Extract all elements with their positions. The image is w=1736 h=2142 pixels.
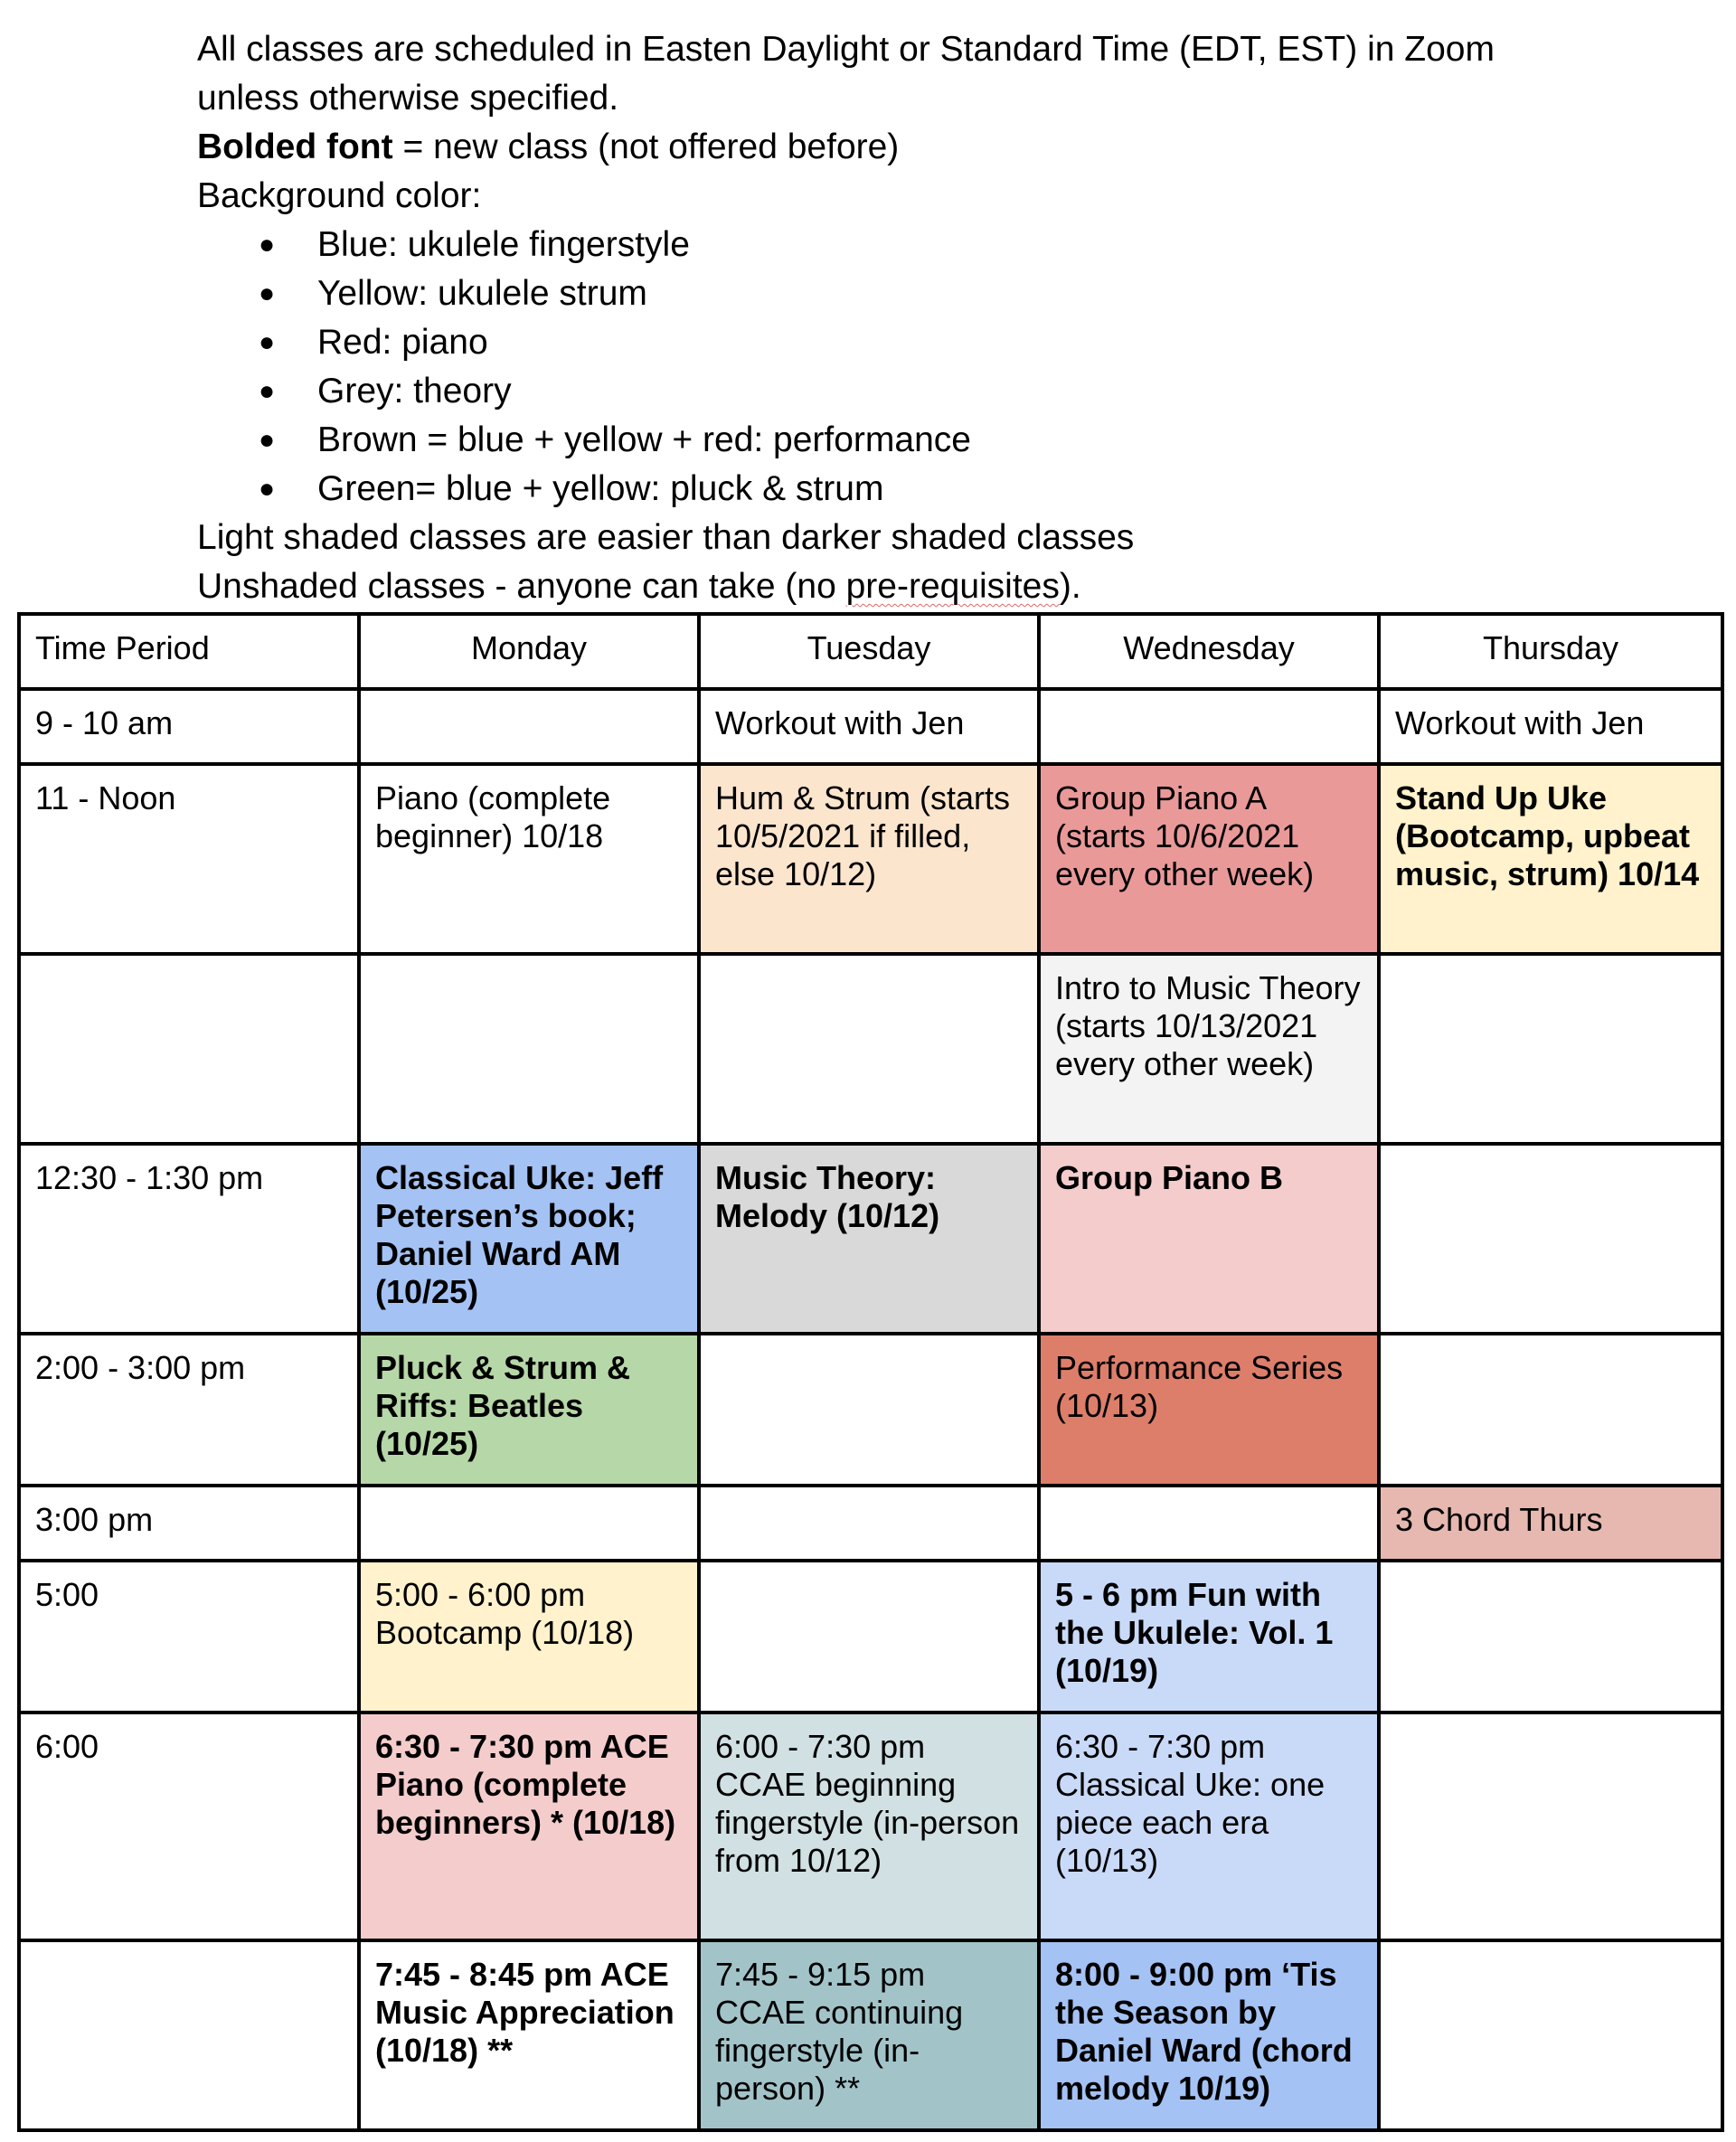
schedule-body (19, 614, 1722, 2130)
class-cell: Intro to Music Theory (starts 10/13/2021 every other week) (1039, 954, 1379, 1144)
table-row (19, 1144, 1722, 1334)
class-cell: 3 Chord Thurs (1379, 1486, 1722, 1561)
unshaded-note (197, 562, 1644, 611)
table-row (19, 1486, 1722, 1561)
legend-item-blue: ● Blue: ukulele fingerstyle (197, 221, 1644, 269)
class-cell: Pluck & Strum & Riffs: Beatles (10/25) (359, 1334, 699, 1486)
class-cell: Workout with Jen (699, 689, 1039, 764)
bold-font-note (197, 123, 1644, 172)
time-period-cell: 12:30 - 1:30 pm (19, 1144, 359, 1334)
time-period-cell: 6:00 (19, 1713, 359, 1940)
intro-line-1: All classes are scheduled in Easten Daylight or Standard Time (EDT, EST) in Zoom (197, 30, 1495, 69)
table-row (19, 954, 1722, 1144)
time-period-cell: 5:00 (19, 1561, 359, 1713)
class-cell: Group Piano A (starts 10/6/2021 every other week) (1039, 764, 1379, 954)
header-thursday: Thursday (1379, 614, 1722, 689)
time-period-cell: 11 - Noon (19, 764, 359, 954)
class-cell: 5 - 6 pm Fun with the Ukulele: Vol. 1 (10/19) (1039, 1561, 1379, 1713)
class-cell: Group Piano B (1039, 1144, 1379, 1334)
legend-item-red: ● Red: piano (197, 318, 1644, 367)
class-cell: Workout with Jen (1379, 689, 1722, 764)
time-period-cell (19, 954, 359, 1144)
legend-item-brown: ● Brown = blue + yellow + red: performance (197, 416, 1644, 465)
bold-font-label: Bolded font (197, 127, 393, 166)
color-legend (197, 221, 1644, 514)
class-cell (1039, 689, 1379, 764)
table-row (19, 1713, 1722, 1940)
class-cell (1379, 1561, 1722, 1713)
header-monday: Monday (359, 614, 699, 689)
time-period-cell: 9 - 10 am (19, 689, 359, 764)
class-cell: 6:30 - 7:30 pm ACE Piano (complete beginners) * (10/18) (359, 1713, 699, 1940)
class-cell (699, 1334, 1039, 1486)
time-period-cell: 3:00 pm (19, 1486, 359, 1561)
class-cell: Music Theory: Melody (10/12) (699, 1144, 1039, 1334)
class-cell (359, 954, 699, 1144)
header-row (19, 614, 1722, 689)
class-cell (699, 1561, 1039, 1713)
class-cell (359, 689, 699, 764)
time-period-cell (19, 1940, 359, 2130)
header-time-period: Time Period (19, 614, 359, 689)
class-cell (1379, 1713, 1722, 1940)
class-cell (699, 954, 1039, 1144)
class-cell (699, 1486, 1039, 1561)
class-cell: 8:00 - 9:00 pm ‘Tis the Season by Daniel Ward (chord melody 10/19) (1039, 1940, 1379, 2130)
class-cell: Stand Up Uke (Bootcamp, upbeat music, strum) 10/14 (1379, 764, 1722, 954)
legend-item-yellow: ● Yellow: ukulele strum (197, 269, 1644, 318)
class-cell: Classical Uke: Jeff Petersen’s book; Daniel Ward AM (10/25) (359, 1144, 699, 1334)
class-cell: 7:45 - 9:15 pm CCAE continuing fingerstyle (in-person) ** (699, 1940, 1039, 2130)
class-cell: Performance Series (10/13) (1039, 1334, 1379, 1486)
time-period-cell: 2:00 - 3:00 pm (19, 1334, 359, 1486)
class-cell (1379, 954, 1722, 1144)
class-cell: 7:45 - 8:45 pm ACE Music Appreciation (10/18) ** (359, 1940, 699, 2130)
table-row (19, 1334, 1722, 1486)
shade-note: Light shaded classes are easier than darker shaded classes (197, 518, 1135, 557)
class-cell (1379, 1940, 1722, 2130)
table-row (19, 1940, 1722, 2130)
table-row (19, 689, 1722, 764)
class-cell: 6:30 - 7:30 pm Classical Uke: one piece each era (10/13) (1039, 1713, 1379, 1940)
header-wednesday: Wednesday (1039, 614, 1379, 689)
unshaded-end: ). (1059, 567, 1081, 606)
table-row (19, 1561, 1722, 1713)
class-cell: 5:00 - 6:00 pm Bootcamp (10/18) (359, 1561, 699, 1713)
unshaded-text: Unshaded classes - anyone can take (no (197, 567, 846, 606)
class-cell: 6:00 - 7:30 pm CCAE beginning fingerstyle (in-person from 10/12) (699, 1713, 1039, 1940)
schedule-table (17, 612, 1724, 2132)
class-cell: Hum & Strum (starts 10/5/2021 if filled, else 10/12) (699, 764, 1039, 954)
legend-item-grey: ● Grey: theory (197, 367, 1644, 416)
class-cell (1379, 1144, 1722, 1334)
class-cell (1379, 1334, 1722, 1486)
prerequisites-word: pre-requisites (845, 567, 1060, 606)
class-cell: Piano (complete beginner) 10/18 (359, 764, 699, 954)
bold-font-desc: = new class (not offered before) (392, 127, 900, 166)
class-cell (359, 1486, 699, 1561)
table-row (19, 764, 1722, 954)
background-color-label: Background color: (197, 176, 482, 215)
header-tuesday: Tuesday (699, 614, 1039, 689)
intro-notes (197, 25, 1644, 611)
class-cell (1039, 1486, 1379, 1561)
intro-line-2: unless otherwise specified. (197, 79, 619, 118)
legend-item-green: ● Green= blue + yellow: pluck & strum (197, 465, 1644, 514)
